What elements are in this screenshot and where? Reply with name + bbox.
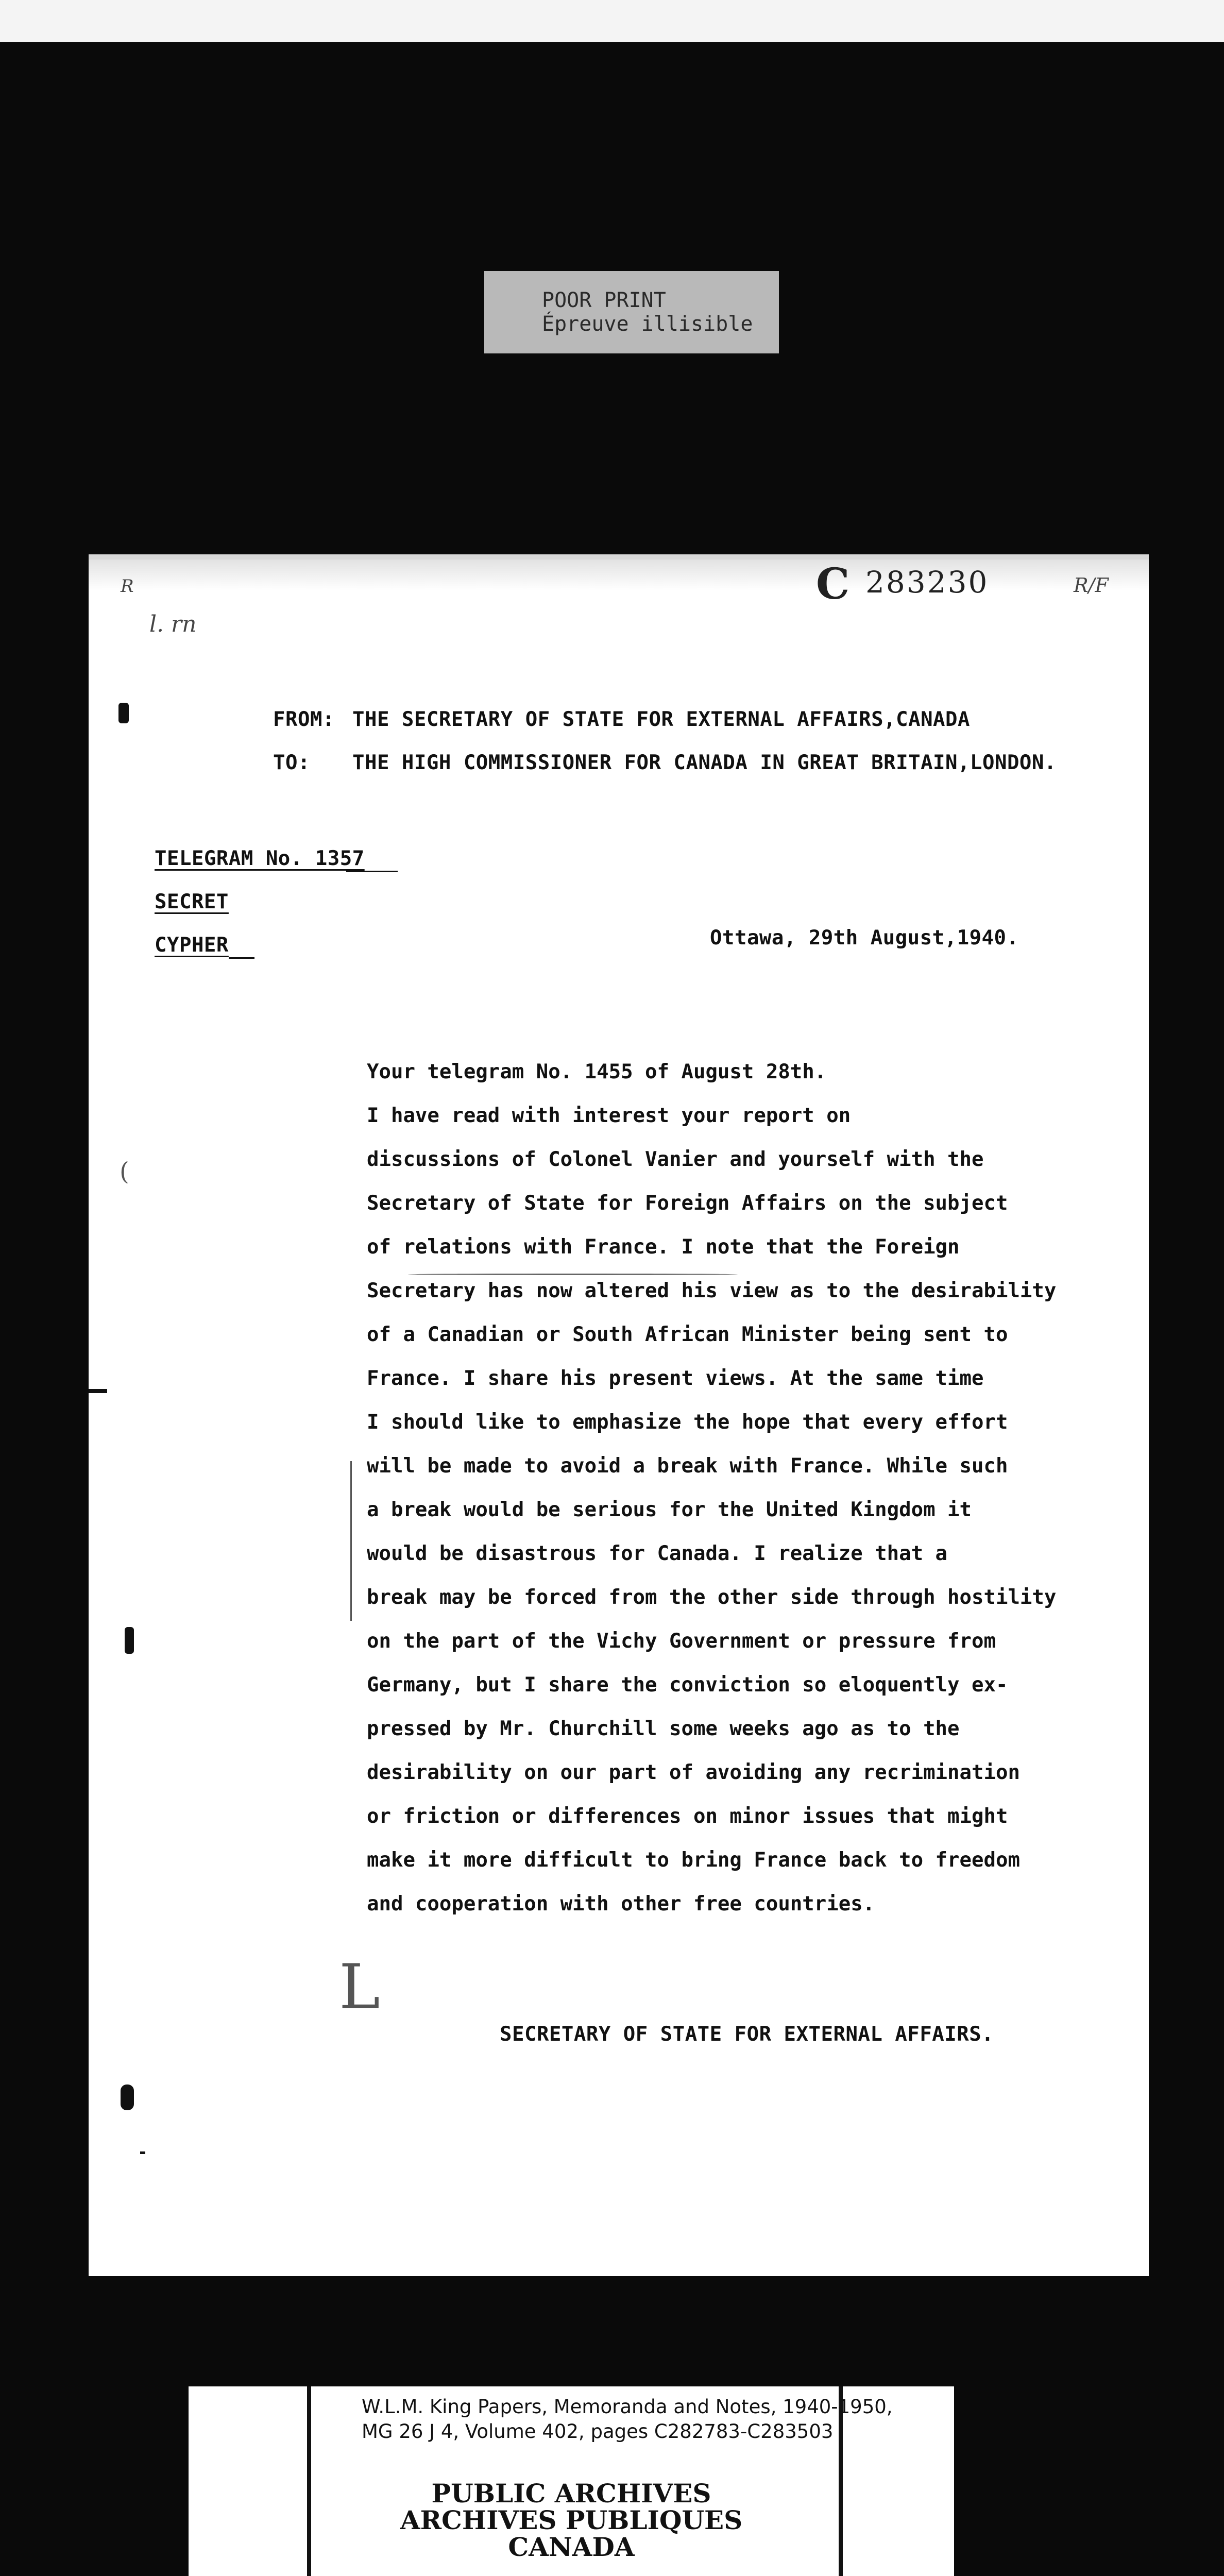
hole-punch-mark [118,703,129,723]
body-line-19: make it more difficult to bring France back to freedom [367,1849,1020,1872]
underline-stroke [408,1274,738,1275]
body-line-16: pressed by Mr. Churchill some weeks ago as to the [367,1717,960,1740]
body-line-9: I should like to emphasize the hope that every effort [367,1411,1008,1434]
body-line-5: of relations with France. I note that the Foreign [367,1235,960,1259]
corner-note: R/F [1074,574,1109,597]
archive-reference-line-2: MG 26 J 4, Volume 402, pages C282783-C283503 [362,2420,834,2443]
body-line-4: Secretary of State for Foreign Affairs on the subject [367,1192,1008,1215]
body-line-6: Secretary has now altered his view as to the desirability [367,1279,1057,1302]
body-line-11: a break would be serious for the United Kingdom it [367,1498,972,1521]
body-line-17: desirability on our part of avoiding any recrimination [367,1761,1020,1784]
body-line-18: or friction or differences on minor issues that might [367,1805,1008,1828]
telegram-underline-extension [346,871,398,872]
to-value: THE HIGH COMMISSIONER FOR CANADA IN GREAT BRITAIN,LONDON. [352,751,1057,774]
body-line-10: will be made to avoid a break with France. While such [367,1454,1008,1478]
archive-name-line-2: ARCHIVES PUBLIQUES [400,2505,743,2535]
margin-sideline [350,1461,352,1621]
cypher-label: CYPHER [155,934,229,957]
hole-punch-mark-2 [125,1627,134,1654]
body-line-2: I have read with interest your report on [367,1104,851,1127]
archive-reference-line-1: W.L.M. King Papers, Memoranda and Notes, 1940-1950, [362,2396,893,2418]
margin-letter: R [121,576,134,597]
document-number: 283230 [865,565,989,600]
archive-name-line-3: CANADA [508,2532,635,2562]
initial-mark: L [339,1952,380,2023]
margin-tick [89,1389,107,1393]
page-top-shading [89,560,1149,590]
margin-bracket: ( [120,1157,129,1186]
archive-label-card [189,2386,954,2576]
doc-prefix: C [816,560,850,609]
top-border-strip [0,0,1224,42]
body-line-20: and cooperation with other free countries. [367,1892,875,1916]
body-line-15: Germany, but I share the conviction so eloquently ex- [367,1673,1008,1697]
from-label: FROM: [273,708,335,731]
to-label: TO: [273,751,310,774]
telegram-page [89,554,1149,2276]
body-line-12: would be disastrous for Canada. I realize that a [367,1542,948,1565]
archive-name-line-1: PUBLIC ARCHIVES [431,2478,711,2509]
signature-line: SECRETARY OF STATE FOR EXTERNAL AFFAIRS. [500,2023,994,2046]
secret-label: SECRET [155,890,229,913]
margin-note: l. rn [149,611,197,637]
telegram-number: TELEGRAM No. 1357 [155,847,365,870]
hole-punch-mark-3 [121,2084,134,2110]
stamp-line-1: POOR PRINT [542,289,666,312]
stamp-line-2: Épreuve illisible [542,312,753,336]
body-line-1: Your telegram No. 1455 of August 28th. [367,1060,827,1083]
body-line-14: on the part of the Vichy Government or pressure from [367,1630,996,1653]
body-line-7: of a Canadian or South African Minister being sent to [367,1323,1008,1346]
cypher-underline-extension [229,957,254,959]
body-line-3: discussions of Colonel Vanier and yourself with the [367,1148,984,1171]
poor-print-stamp [484,271,779,353]
margin-dot [140,2151,145,2154]
body-line-8: France. I share his present views. At the same time [367,1367,984,1390]
telegram-date: Ottawa, 29th August,1940. [710,926,1019,950]
body-line-13: break may be forced from the other side through hostility [367,1586,1057,1609]
from-value: THE SECRETARY OF STATE FOR EXTERNAL AFFAIRS,CANADA [352,708,970,731]
